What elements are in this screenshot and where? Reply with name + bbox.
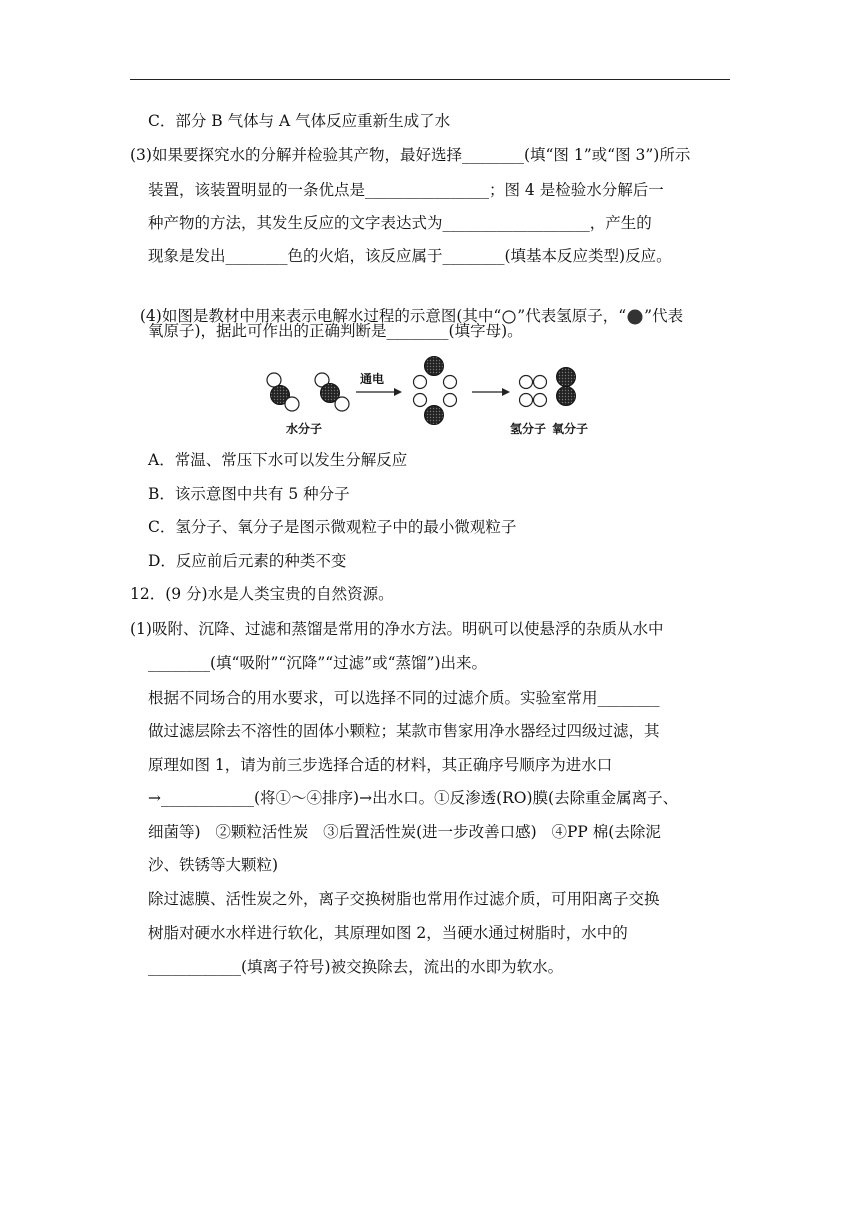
- water-molecule: [315, 373, 349, 411]
- option-b: B．该示意图中共有 5 种分子: [148, 485, 350, 503]
- oxygen-atom-icon: [626, 308, 644, 326]
- hydrogen-molecules: [520, 376, 547, 407]
- q12-part1-line10: 树脂对硬水水样进行软化，其原理如图 2，当硬水通过树脂时，水中的: [148, 924, 628, 942]
- question-3-line2: 装置，该装置明显的一条优点是________________；图 4 是检验水分解后一: [148, 181, 664, 199]
- top-rule: [130, 79, 730, 80]
- water-molecule-label: 水分子: [286, 422, 323, 436]
- q12-part1-line8: 沙、铁锈等大颗粒): [148, 856, 279, 874]
- q12-part1-line9: 除过滤膜、活性炭之外，离子交换树脂也常用作过滤介质，可用阳离子交换: [148, 890, 660, 908]
- q12-part1-line11: ____________(填离子符号)被交换除去，流出的水即为软水。: [148, 958, 564, 976]
- option-c-prev: C．部分 B 气体与 A 气体反应重新生成了水: [148, 112, 451, 130]
- q12-part1-line4: 做过滤层除去不溶性的固体小颗粒；某款市售家用净水器经过四级过滤，其: [148, 722, 660, 740]
- separated-atoms: [414, 357, 457, 425]
- hydrogen-molecule-label: 氢分子: [510, 422, 547, 436]
- q12-part1-line6: →____________(将①～④排序)→出水口。①反渗透(RO)膜(去除重金属离子、: [148, 789, 679, 807]
- option-c: C．氢分子、氧分子是图示微观粒子中的最小微观粒子: [148, 518, 517, 536]
- oxygen-molecule: [557, 368, 576, 406]
- q4-text-b: ”代表氢原子，“: [517, 307, 627, 325]
- q12-part1-line1: (1)吸附、沉降、过滤和蒸馏是常用的净水方法。明矾可以使悬浮的杂质从水中: [130, 620, 664, 638]
- question-12-title: 12．(9 分)水是人类宝贵的自然资源。: [130, 585, 394, 603]
- option-d: D．反应前后元素的种类不变: [148, 552, 347, 570]
- q4-text-a: (4)如图是教材中用来表示电解水过程的示意图(其中“: [139, 307, 502, 325]
- question-3-line1: (3)如果要探究水的分解并检验其产物，最好选择________(填“图 1”或“图 3”)所示: [130, 146, 691, 164]
- water-molecule: [267, 373, 299, 411]
- q12-part1-line5: 原理如图 1，请为前三步选择合适的材料，其正确序号顺序为进水口: [148, 756, 613, 774]
- option-a: A．常温、常压下水可以发生分解反应: [148, 451, 408, 469]
- electrolysis-arrow: [356, 388, 402, 396]
- reaction-arrow: [472, 388, 510, 396]
- q12-part1-line2: ________(填“吸附”“沉降”“过滤”或“蒸馏”)出来。: [148, 654, 487, 672]
- oxygen-molecule-label: 氧分子: [552, 422, 589, 436]
- q4-text-c: ”代表: [644, 307, 684, 325]
- question-3-line3: 种产物的方法，其发生反应的文字表达式为___________________，产生的: [148, 214, 652, 232]
- arrow-label: 通电: [360, 372, 385, 386]
- question-4-line2: 氧原子)，据此可作出的正确判断是________(填字母)。: [148, 322, 523, 340]
- electrolysis-diagram: [258, 350, 618, 440]
- question-4-line1: [130, 286, 683, 326]
- question-3-line4: 现象是发出________色的火焰，该反应属于________(填基本反应类型)反应。: [148, 247, 672, 265]
- q12-part1-line7: 细菌等) ②颗粒活性炭 ③后置活性炭(进一步改善口感) ④PP 棉(去除泥: [148, 823, 661, 841]
- q12-part1-line3: 根据不同场合的用水要求，可以选择不同的过滤介质。实验室常用________: [148, 689, 660, 707]
